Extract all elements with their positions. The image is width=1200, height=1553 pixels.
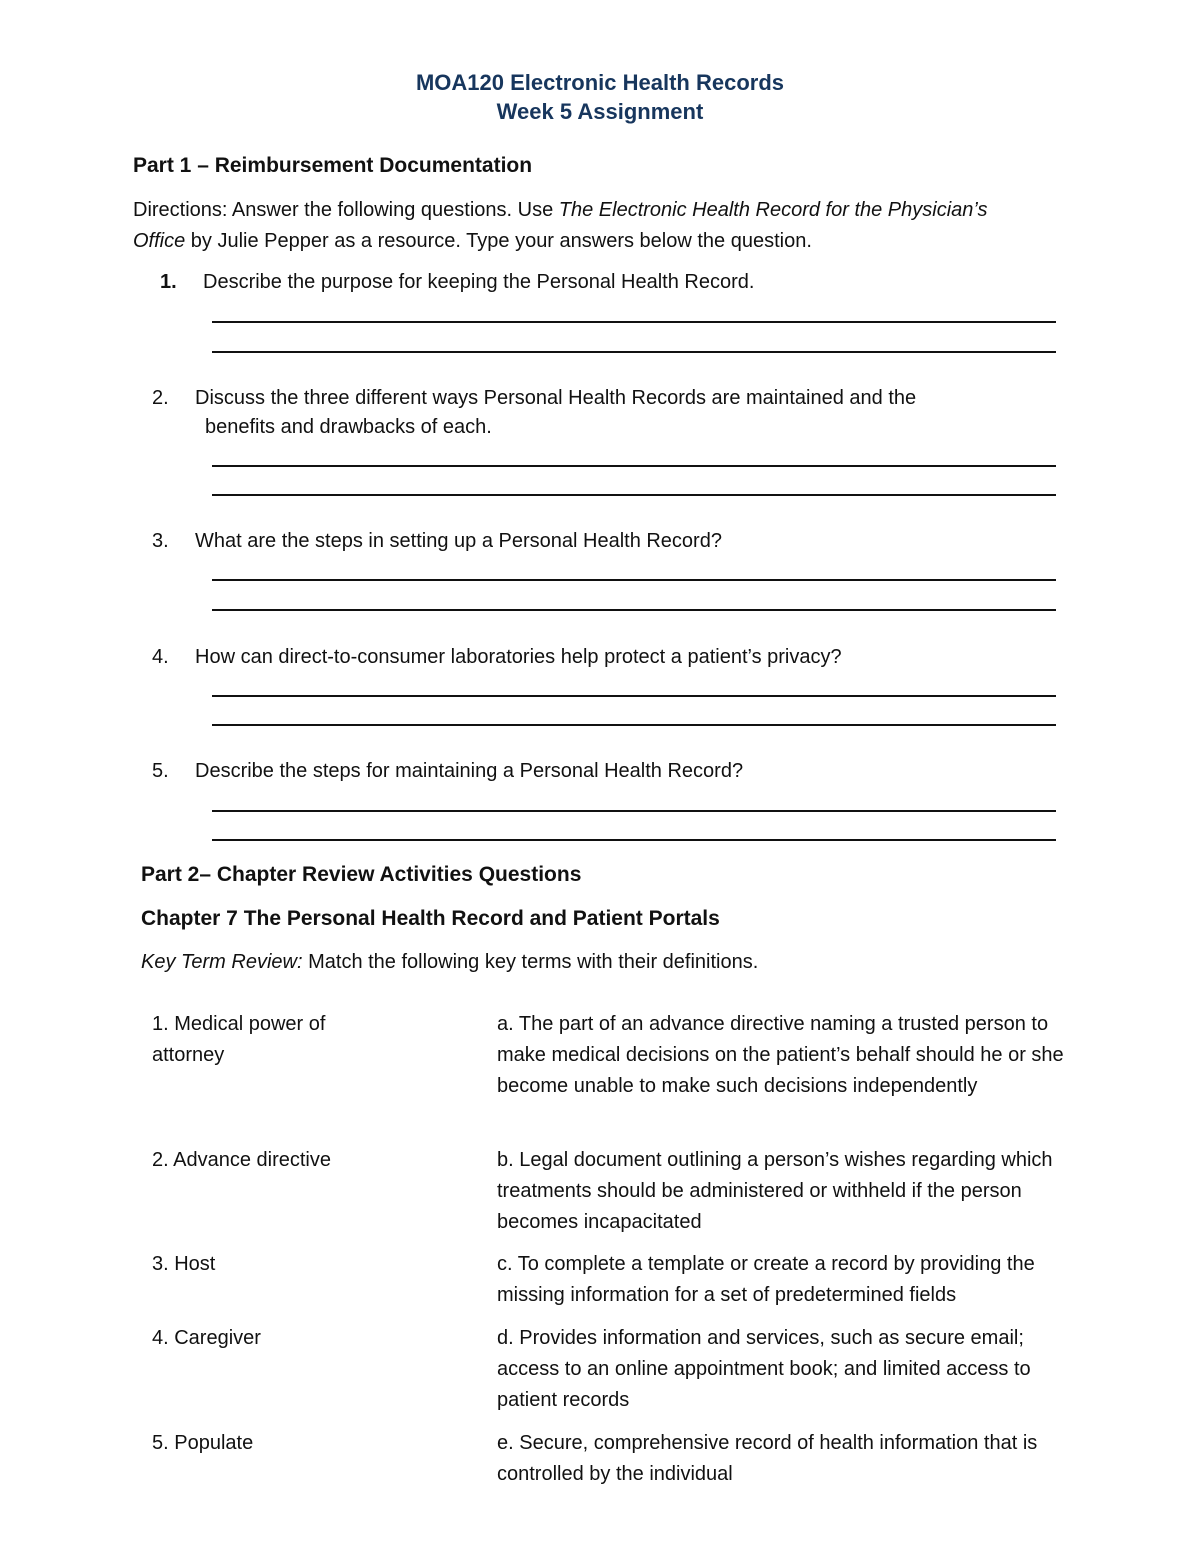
question-1-text: Describe the purpose for keeping the Personal Health Record. bbox=[203, 271, 755, 293]
key-term-instruction-line bbox=[141, 947, 758, 978]
term-4: 4. Caregiver bbox=[152, 1327, 261, 1349]
definition-c: c. To complete a template or create a record by providing the missing information for a set of predetermined fields bbox=[497, 1253, 1035, 1306]
book-title-part2: Office bbox=[133, 230, 186, 252]
question-5-text: Describe the steps for maintaining a Personal Health Record? bbox=[195, 760, 744, 782]
part2-heading: Part 2– Chapter Review Activities Questions bbox=[141, 863, 582, 886]
directions-line-1 bbox=[133, 195, 1073, 226]
definition-e: e. Secure, comprehensive record of health information that is controlled by the individual bbox=[497, 1432, 1038, 1485]
key-term-instruction: Match the following key terms with their definitions. bbox=[302, 951, 759, 973]
assignment-title: Week 5 Assignment bbox=[496, 99, 704, 124]
question-2-text-cont: benefits and drawbacks of each. bbox=[205, 416, 492, 438]
directions-prefix: Directions: Answer the following questions. Use bbox=[133, 199, 559, 221]
term-1: 1. Medical power of attorney bbox=[152, 1013, 326, 1066]
answer-line[interactable] bbox=[212, 465, 1056, 467]
answer-line[interactable] bbox=[212, 609, 1056, 611]
answer-line[interactable] bbox=[212, 351, 1056, 353]
term-5: 5. Populate bbox=[152, 1432, 254, 1454]
answer-line[interactable] bbox=[212, 839, 1056, 841]
answer-line[interactable] bbox=[212, 579, 1056, 581]
question-2-number: 2. bbox=[152, 387, 169, 409]
part1-heading: Part 1 – Reimbursement Documentation bbox=[133, 154, 533, 177]
question-4-text: How can direct-to-consumer laboratories help protect a patient’s privacy? bbox=[195, 646, 842, 668]
question-2-text: Discuss the three different ways Personal Health Records are maintained and the bbox=[195, 387, 917, 409]
term-3: 3. Host bbox=[152, 1253, 216, 1275]
answer-line[interactable] bbox=[212, 724, 1056, 726]
part1-directions bbox=[133, 195, 1073, 257]
question-3-text: What are the steps in setting up a Personal Health Record? bbox=[195, 530, 722, 552]
answer-line[interactable] bbox=[212, 810, 1056, 812]
answer-line[interactable] bbox=[212, 494, 1056, 496]
definition-a: a. The part of an advance directive naming a trusted person to make medical decisions on the patient’s behalf should he or she become unable to make such decisions independently bbox=[497, 1013, 1064, 1097]
chapter-heading: Chapter 7 The Personal Health Record and Patient Portals bbox=[141, 907, 720, 930]
question-4-number: 4. bbox=[152, 646, 169, 668]
answer-line[interactable] bbox=[212, 695, 1056, 697]
course-title: MOA120 Electronic Health Records bbox=[415, 70, 784, 95]
definition-b: b. Legal document outlining a person’s wishes regarding which treatments should be administered or withheld if the person becomes incapacitated bbox=[497, 1149, 1053, 1233]
question-1-number: 1. bbox=[160, 271, 177, 293]
question-3-number: 3. bbox=[152, 530, 169, 552]
definition-d: d. Provides information and services, such as secure email; access to an online appointment book; and limited access to patient records bbox=[497, 1327, 1031, 1411]
directions-suffix: by Julie Pepper as a resource. Type your answers below the question. bbox=[185, 230, 812, 252]
directions-line-2 bbox=[133, 226, 1073, 257]
key-term-label: Key Term Review: bbox=[141, 951, 303, 973]
question-5-number: 5. bbox=[152, 760, 169, 782]
answer-line[interactable] bbox=[212, 321, 1056, 323]
term-2: 2. Advance directive bbox=[152, 1149, 331, 1171]
book-title-part1: The Electronic Health Record for the Physician’s bbox=[558, 199, 988, 221]
